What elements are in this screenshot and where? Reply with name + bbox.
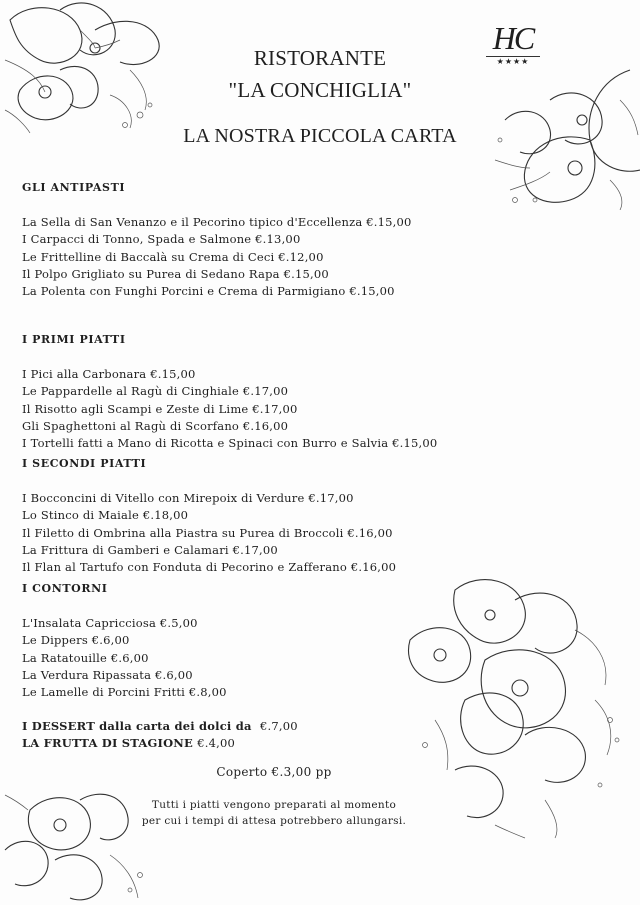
menu-item: Il Flan al Tartufo con Fonduta di Pecorino e Zafferano €.16,00 (22, 560, 397, 575)
menu-item: Le Dippers €.6,00 (22, 633, 130, 648)
restaurant-label: RISTORANTE (253, 46, 387, 70)
menu-item: Il Polpo Grigliato su Purea di Sedano Rapa €.15,00 (22, 266, 329, 281)
restaurant-name: "LA CONCHIGLIA" (228, 78, 412, 102)
fruit-line (22, 735, 298, 752)
section-secondi-piatti (22, 457, 442, 576)
menu-item: La Verdura Ripassata €.6,00 (22, 667, 193, 682)
fruit-label: LA FRUTTA DI STAGIONE (22, 736, 193, 750)
menu-item: La Sella di San Venanzo e il Pecorino tipico d'Eccellenza €.15,00 (22, 215, 412, 229)
dessert-price: €.7,00 (260, 719, 298, 733)
section-antipasti (22, 181, 442, 300)
menu-item: I Bocconcini di Vitello con Mirepoix di Verdure €.17,00 (22, 491, 354, 505)
logo-stars: ★★★★ (496, 57, 530, 66)
menu-item: La Frittura di Gamberi e Calamari €.17,00 (22, 542, 278, 557)
menu-item: I Pici alla Carbonara €.15,00 (22, 367, 196, 381)
menu-item: La Polenta con Funghi Porcini e Crema di Parmigiano €.15,00 (22, 284, 395, 299)
dessert-label: I DESSERT dalla carta dei dolci da (22, 719, 252, 733)
section-title: I CONTORNI (22, 582, 108, 595)
dessert-block (22, 718, 298, 752)
menu-item: I Carpacci di Tonno, Spada e Salmone €.13,00 (22, 232, 301, 247)
menu-item: Gli Spaghettoni al Ragù di Scorfano €.16,00 (22, 418, 289, 433)
menu-item: Le Lamelle di Porcini Fritti €.8,00 (22, 685, 227, 700)
menu-item: La Ratatouille €.6,00 (22, 650, 149, 665)
section-title: GLI ANTIPASTI (22, 181, 126, 194)
menu-item: Il Filetto di Ombrina alla Piastra su Purea di Broccoli €.16,00 (22, 525, 393, 540)
menu-item: Lo Stinco di Maiale €.18,00 (22, 508, 189, 523)
note-line-2: per cui i tempi di attesa potrebbero allungarsi. (141, 815, 407, 827)
section-title: I PRIMI PIATTI (22, 333, 126, 346)
menu-item: Le Frittelline di Baccalà su Crema di Ceci €.12,00 (22, 249, 324, 264)
footer-note (0, 797, 548, 829)
dessert-line (22, 718, 298, 735)
menu-item: L'Insalata Capricciosa €.5,00 (22, 616, 198, 630)
section-title: I SECONDI PIATTI (22, 457, 147, 470)
menu-item: Il Risotto agli Scampi e Zeste di Lime €.17,00 (22, 401, 298, 416)
menu-item: Le Pappardelle al Ragù di Cinghiale €.17,00 (22, 384, 289, 399)
fruit-price: €.4,00 (197, 736, 235, 750)
section-primi-piatti (22, 333, 442, 452)
note-line-1: Tutti i piatti vengono preparati al momento (151, 799, 397, 811)
cover-charge: Coperto €.3,00 pp (216, 765, 332, 779)
logo-mark: HC (492, 20, 534, 56)
section-contorni (22, 582, 442, 701)
menu-item: I Tortelli fatti a Mano di Ricotta e Spinaci con Burro e Salvia €.15,00 (22, 436, 438, 451)
menu-title: LA NOSTRA PICCOLA CARTA (183, 125, 457, 147)
